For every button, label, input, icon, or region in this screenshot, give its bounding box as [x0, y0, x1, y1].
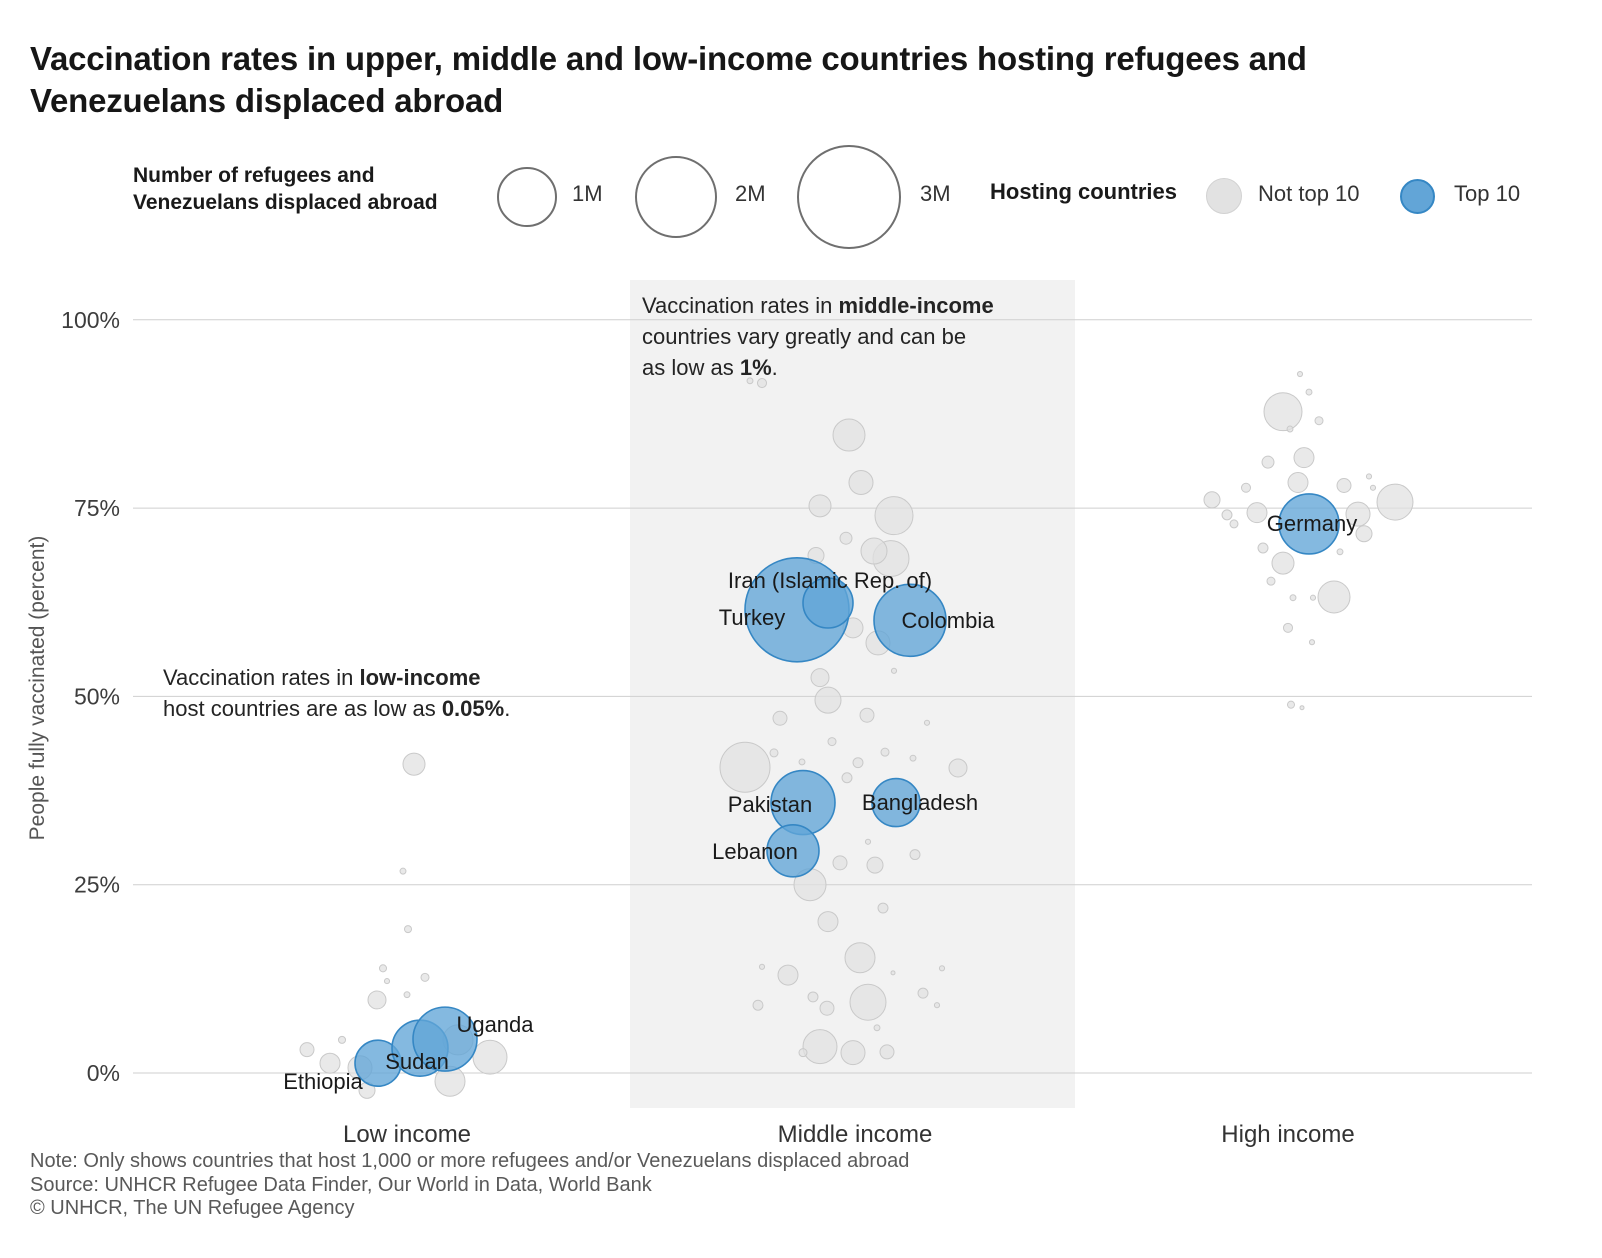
- bubble-not-top10: [1315, 417, 1323, 425]
- not-top10-legend-label: Not top 10: [1258, 181, 1360, 206]
- bubble-not-top10: [891, 971, 895, 975]
- bubble-not-top10: [473, 1040, 507, 1074]
- size-legend-label-1m: 1M: [572, 181, 603, 206]
- bubble-not-top10: [891, 668, 896, 673]
- bubble-not-top10: [918, 988, 928, 998]
- bubble-not-top10: [1258, 543, 1268, 553]
- bubble-not-top10: [949, 759, 967, 777]
- bubble-not-top10: [1287, 701, 1294, 708]
- country-label-colombia: Colombia: [901, 608, 995, 633]
- page-title: Vaccination rates in upper, middle and low-income countries hosting refugees and Venezuelans displaced abroad: [30, 40, 1307, 120]
- bubble-not-top10: [1241, 483, 1250, 492]
- bubble-not-top10: [1310, 595, 1315, 600]
- bubble-not-top10: [878, 903, 888, 913]
- y-tick-label-0: 0%: [86, 1060, 120, 1086]
- bubble-not-top10: [845, 943, 875, 973]
- bubble-not-top10: [799, 1049, 807, 1057]
- x-category-label-middle-income: Middle income: [777, 1121, 933, 1148]
- bubble-not-top10: [1283, 623, 1292, 632]
- bubble-not-top10: [865, 839, 870, 844]
- bubble-not-top10: [842, 773, 852, 783]
- bubble-not-top10: [850, 984, 886, 1020]
- bubble-not-top10: [803, 1030, 837, 1064]
- bubble-not-top10: [808, 992, 818, 1002]
- y-tick-label-25: 25%: [73, 871, 120, 898]
- bubble-not-top10: [815, 687, 841, 713]
- bubble-not-top10: [809, 495, 831, 517]
- bubble-not-top10: [1204, 492, 1220, 508]
- bubble-not-top10: [833, 856, 847, 870]
- top10-legend-label: Top 10: [1454, 181, 1521, 206]
- bubble-not-top10: [400, 868, 406, 874]
- bubble-not-top10: [1366, 474, 1371, 479]
- size-legend-title-line2: Venezuelans displaced abroad: [133, 191, 438, 214]
- country-label-ethiopia: Ethiopia: [283, 1069, 363, 1094]
- bubble-not-top10: [910, 850, 920, 860]
- bubble-not-top10: [1337, 549, 1343, 555]
- bubble-not-top10: [811, 669, 829, 687]
- bubble-not-top10: [773, 711, 787, 725]
- bubble-not-top10: [881, 748, 889, 756]
- x-category-label-high-income: High income: [1221, 1121, 1355, 1148]
- footer: [30, 1150, 909, 1221]
- country-label-iran-islamic-rep-of-: Iran (Islamic Rep. of): [727, 568, 933, 593]
- bubble-not-top10: [820, 1001, 834, 1015]
- bubble-not-top10: [1294, 448, 1314, 468]
- bubble-not-top10: [860, 708, 874, 722]
- bubble-not-top10: [939, 966, 944, 971]
- bubble-not-top10: [853, 758, 863, 768]
- y-tick-label-75: 75%: [73, 495, 120, 522]
- y-tick-label-50: 50%: [73, 683, 120, 710]
- bubble-not-top10: [770, 749, 778, 757]
- bubble-not-top10: [1300, 706, 1304, 710]
- country-label-lebanon: Lebanon: [712, 839, 798, 864]
- bubble-not-top10: [404, 926, 411, 933]
- bubble-not-top10: [403, 753, 425, 775]
- bubble-not-top10: [1287, 426, 1293, 432]
- bubble-not-top10: [934, 1003, 939, 1008]
- bubble-not-top10: [840, 532, 852, 544]
- bubble-not-top10: [799, 759, 805, 765]
- bubble-not-top10: [1290, 595, 1296, 601]
- footer-source: Source: UNHCR Refugee Data Finder, Our World in Data, World Bank: [30, 1173, 652, 1196]
- y-tick-label-100: 100%: [61, 306, 120, 333]
- bubble-not-top10: [867, 857, 883, 873]
- y-axis-title: People fully vaccinated (percent): [26, 535, 49, 841]
- bubble-not-top10: [1230, 520, 1238, 528]
- country-label-uganda: Uganda: [456, 1012, 534, 1037]
- bubble-not-top10: [1264, 393, 1302, 431]
- annotation-line: countries vary greatly and can be: [642, 324, 967, 349]
- bubble-not-top10: [720, 742, 770, 792]
- bubble-not-top10: [1297, 371, 1302, 376]
- x-category-label-low-income: Low income: [342, 1121, 472, 1148]
- size-legend-label-3m: 3M: [920, 181, 951, 206]
- bubble-not-top10: [421, 973, 429, 981]
- bubble-not-top10: [1356, 526, 1372, 542]
- bubble-not-top10: [828, 738, 836, 746]
- bubble-not-top10: [861, 538, 887, 564]
- country-label-pakistan: Pakistan: [727, 792, 813, 817]
- bubble-not-top10: [1247, 503, 1267, 523]
- bubble-not-top10: [875, 497, 913, 535]
- bubble-not-top10: [1309, 640, 1314, 645]
- bubble-not-top10: [404, 992, 410, 998]
- bubble-not-top10: [880, 1045, 894, 1059]
- bubble-not-top10: [368, 991, 386, 1009]
- hosting-legend-title: Hosting countries: [990, 179, 1178, 204]
- bubble-not-top10: [1306, 389, 1312, 395]
- bubble-not-top10: [753, 1000, 763, 1010]
- bubble-not-top10: [1222, 510, 1232, 520]
- country-label-turkey: Turkey: [718, 605, 786, 630]
- bubble-not-top10: [924, 720, 929, 725]
- bubble-not-top10: [833, 419, 865, 451]
- annotation-line: Vaccination rates in low-income: [163, 665, 481, 690]
- bubble-not-top10: [1262, 456, 1274, 468]
- bubble-not-top10: [778, 965, 798, 985]
- bubble-not-top10: [384, 979, 389, 984]
- annotation-line: as low as 1%.: [642, 355, 778, 380]
- size-legend-label-2m: 2M: [735, 181, 766, 206]
- bubble-not-top10: [300, 1043, 314, 1057]
- bubble-not-top10: [1318, 581, 1350, 613]
- low-income-annotation: [163, 662, 603, 724]
- bubble-not-top10: [841, 1041, 865, 1065]
- annotation-line: Vaccination rates in middle-income: [642, 293, 994, 318]
- bubble-not-top10: [874, 1025, 880, 1031]
- bubble-not-top10: [1267, 577, 1275, 585]
- bubble-not-top10: [379, 965, 386, 972]
- bubble-not-top10: [759, 964, 764, 969]
- bubble-not-top10: [1377, 484, 1413, 520]
- bubble-not-top10: [1370, 485, 1375, 490]
- middle-income-annotation: [642, 290, 1072, 383]
- bubble-not-top10: [338, 1036, 345, 1043]
- size-legend-title-line1: Number of refugees and: [133, 164, 375, 187]
- country-label-bangladesh: Bangladesh: [861, 790, 979, 815]
- annotation-line: host countries are as low as 0.05%.: [163, 696, 511, 721]
- footer-copyright: © UNHCR, The UN Refugee Agency: [30, 1197, 355, 1219]
- country-label-germany: Germany: [1266, 511, 1358, 536]
- bubble-not-top10: [818, 912, 838, 932]
- bubble-not-top10: [849, 470, 873, 494]
- middle-income-band: [630, 280, 1075, 1108]
- bubble-not-top10: [1337, 479, 1351, 493]
- bubble-not-top10: [910, 755, 916, 761]
- bubble-not-top10: [1288, 472, 1308, 492]
- footer-note: Note: Only shows countries that host 1,000 or more refugees and/or Venezuelans displaced abroad: [30, 1150, 910, 1172]
- country-label-sudan: Sudan: [385, 1049, 449, 1074]
- bubble-not-top10: [1272, 552, 1294, 574]
